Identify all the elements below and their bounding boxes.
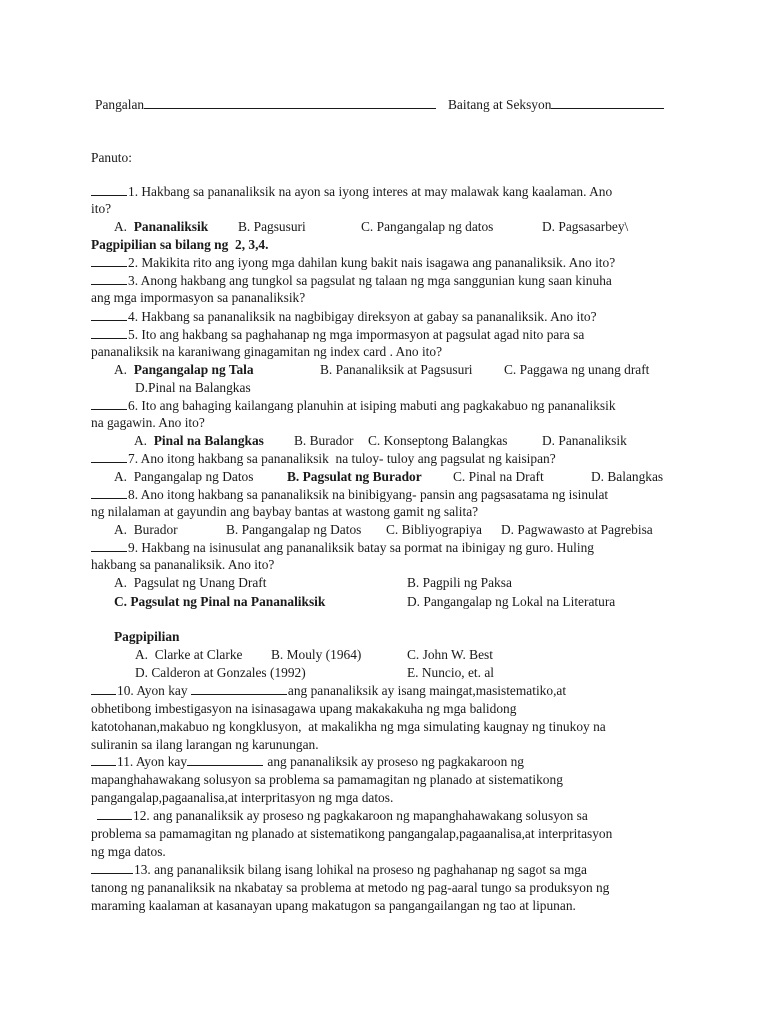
answer-blank-10[interactable]	[91, 682, 116, 695]
q8-choice-b: B. Pangangalap ng Datos	[226, 522, 362, 537]
q7-choice-a: A. Pangangalap ng Datos	[114, 469, 254, 484]
q1-choice-d: D. Pagsasarbey\	[542, 219, 629, 234]
choice-b-mouly: B. Mouly (1964)	[271, 647, 362, 662]
q6-choice-b: B. Burador	[294, 433, 354, 448]
answer-blank-5[interactable]	[91, 326, 127, 339]
answer-blank-2[interactable]	[91, 254, 127, 267]
question-6: 6. Ito ang bahaging kailangang planuhin at isiping mabuti ang pagkakabuo ng pananaliksik	[91, 397, 616, 415]
q1-choice-c: C. Pangangalap ng datos	[361, 219, 494, 234]
answer-blank-1[interactable]	[91, 183, 127, 196]
grade-section-field	[448, 96, 665, 114]
choices-heading: Pagpipilian	[114, 629, 180, 644]
question-12-line2: problema sa pamamagitan ng planado at sistematikong pangangalap,pagaanalisa,at interpritasyon	[91, 826, 613, 841]
question-1: 1. Hakbang sa pananaliksik na ayon sa iyong interes at may malawak kang kaalaman. Ano	[91, 183, 612, 201]
answer-blank-11[interactable]	[91, 753, 116, 766]
q7-choice-b: B. Pagsulat ng Burador	[287, 469, 422, 484]
question-9-line2: hakbang sa pananaliksik. Ano ito?	[91, 557, 275, 572]
q1-choice-b: B. Pagsusuri	[238, 219, 306, 234]
question-9: 9. Hakbang na isinusulat ang pananaliksik batay sa pormat na ibinigay ng guro. Huling	[91, 539, 594, 557]
answer-blank-12[interactable]	[97, 807, 132, 820]
q9-choice-a: A. Pagsulat ng Unang Draft	[114, 575, 267, 590]
choices-heading-2-4: Pagpipilian sa bilang ng 2, 3,4.	[91, 237, 269, 252]
question-6-line2: na gagawin. Ano ito?	[91, 415, 205, 430]
question-8: 8. Ano itong hakbang sa pananaliksik na binibigyang- pansin ang pagsasatama ng isinulat	[91, 486, 608, 504]
q6-choice-a: A. Pinal na Balangkas	[134, 433, 264, 448]
question-7: 7. Ano itong hakbang sa pananaliksik na tuloy- tuloy ang pagsulat ng kaisipan?	[91, 450, 556, 468]
question-10-line2: obhetibong imbestigasyon na isinasagawa upang makakakuha ng mga balidong	[91, 701, 517, 716]
question-11-line3: pangangalap,pagaanalisa,at interpritasyon ng mga datos.	[91, 790, 394, 805]
q6-choice-c: C. Konseptong Balangkas	[368, 433, 508, 448]
question-5-line2: pananaliksik na karaniwang ginagamitan ng index card . Ano ito?	[91, 344, 443, 359]
answer-blank-4[interactable]	[91, 308, 127, 321]
answer-blank-13[interactable]	[91, 861, 133, 874]
question-1-line2: ito?	[91, 201, 112, 216]
question-2: 2. Makikita rito ang iyong mga dahilan kung bakit nais isagawa ang pananaliksik. Ano ito?	[91, 254, 615, 272]
choices-2-5-c: C. Paggawa ng unang draft	[504, 362, 650, 377]
fill-blank-10[interactable]	[191, 682, 287, 695]
q1-choice-a: A. Pananaliksik	[114, 219, 209, 234]
q7-choice-c: C. Pinal na Draft	[453, 469, 544, 484]
name-blank[interactable]	[144, 96, 436, 109]
question-13: 13. ang pananaliksik bilang isang lohikal na proseso ng paghahanap ng sagot sa mga	[91, 861, 587, 879]
choice-e-nuncio: E. Nuncio, et. al	[407, 665, 495, 680]
q8-choice-c: C. Bibliyograpiya	[386, 522, 482, 537]
answer-blank-9[interactable]	[91, 539, 127, 552]
choice-d-calderon: D. Calderon at Gonzales (1992)	[135, 665, 306, 680]
fill-blank-11[interactable]	[187, 753, 263, 766]
question-12: 12. ang pananaliksik ay proseso ng pagkakaroon ng mapanghahawakang solusyon sa	[97, 807, 588, 825]
name-field	[95, 96, 437, 114]
q6-choice-d: D. Pananaliksik	[542, 433, 627, 448]
question-10: 10. Ayon kay ang pananaliksik ay isang maingat,masistematiko,at	[91, 682, 566, 700]
grade-section-blank[interactable]	[551, 96, 664, 109]
choices-2-5-d: D.Pinal na Balangkas	[135, 380, 251, 395]
question-11: 11. Ayon kay ang pananaliksik ay proseso ng pagkakaroon ng	[91, 753, 524, 771]
answer-blank-3[interactable]	[91, 272, 127, 285]
question-12-line3: ng mga datos.	[91, 844, 166, 859]
choices-2-5-a: A. Pangangalap ng Tala	[114, 362, 254, 377]
choice-a-clarke: A. Clarke at Clarke	[135, 647, 243, 662]
question-8-line2: ng nilalaman at gayundin ang baybay bantas at wastong gamit ng salita?	[91, 504, 479, 519]
instructions-label: Panuto:	[91, 150, 132, 165]
q8-choice-a: A. Burador	[114, 522, 178, 537]
answer-blank-8[interactable]	[91, 486, 127, 499]
q7-choice-d: D. Balangkas	[591, 469, 664, 484]
question-10-line4: suliranin sa ilang larangan ng karunungan.	[91, 737, 319, 752]
choice-c-best: C. John W. Best	[407, 647, 493, 662]
question-4: 4. Hakbang sa pananaliksik na nagbibigay direksyon at gabay sa pananaliksik. Ano ito?	[91, 308, 597, 326]
choices-2-5-b: B. Pananaliksik at Pagsusuri	[320, 362, 473, 377]
answer-blank-7[interactable]	[91, 450, 127, 463]
question-3: 3. Anong hakbang ang tungkol sa pagsulat ng talaan ng mga sanggunian kung saan kinuha	[91, 272, 612, 290]
q8-choice-d: D. Pagwawasto at Pagrebisa	[501, 522, 653, 537]
question-13-line2: tanong ng pananaliksik na nkabatay sa problema at metodo ng pag-aaral tungo sa produksyon ng	[91, 880, 610, 895]
grade-section-label: Baitang at Seksyon	[448, 97, 552, 112]
q9-choice-b: B. Pagpili ng Paksa	[407, 575, 512, 590]
q9-choice-d: D. Pangangalap ng Lokal na Literatura	[407, 594, 616, 609]
question-11-line2: mapanghahawakang solusyon sa problema sa pamamagitan ng planado at sistematikong	[91, 772, 563, 787]
question-13-line3: maraming kaalaman at kasanayan upang makatugon sa pangangailangan ng tao at lipunan.	[91, 898, 576, 913]
question-3-line2: ang mga impormasyon sa pananaliksik?	[91, 290, 306, 305]
name-label: Pangalan	[95, 97, 145, 112]
question-10-line3: katotohanan,makabuo ng kongklusyon, at makalikha ng mga simulating kaugnay ng tinukoy na	[91, 719, 606, 734]
question-5: 5. Ito ang hakbang sa paghahanap ng mga impormasyon at pagsulat agad nito para sa	[91, 326, 584, 344]
answer-blank-6[interactable]	[91, 397, 127, 410]
q9-choice-c: C. Pagsulat ng Pinal na Pananaliksik	[114, 594, 326, 609]
